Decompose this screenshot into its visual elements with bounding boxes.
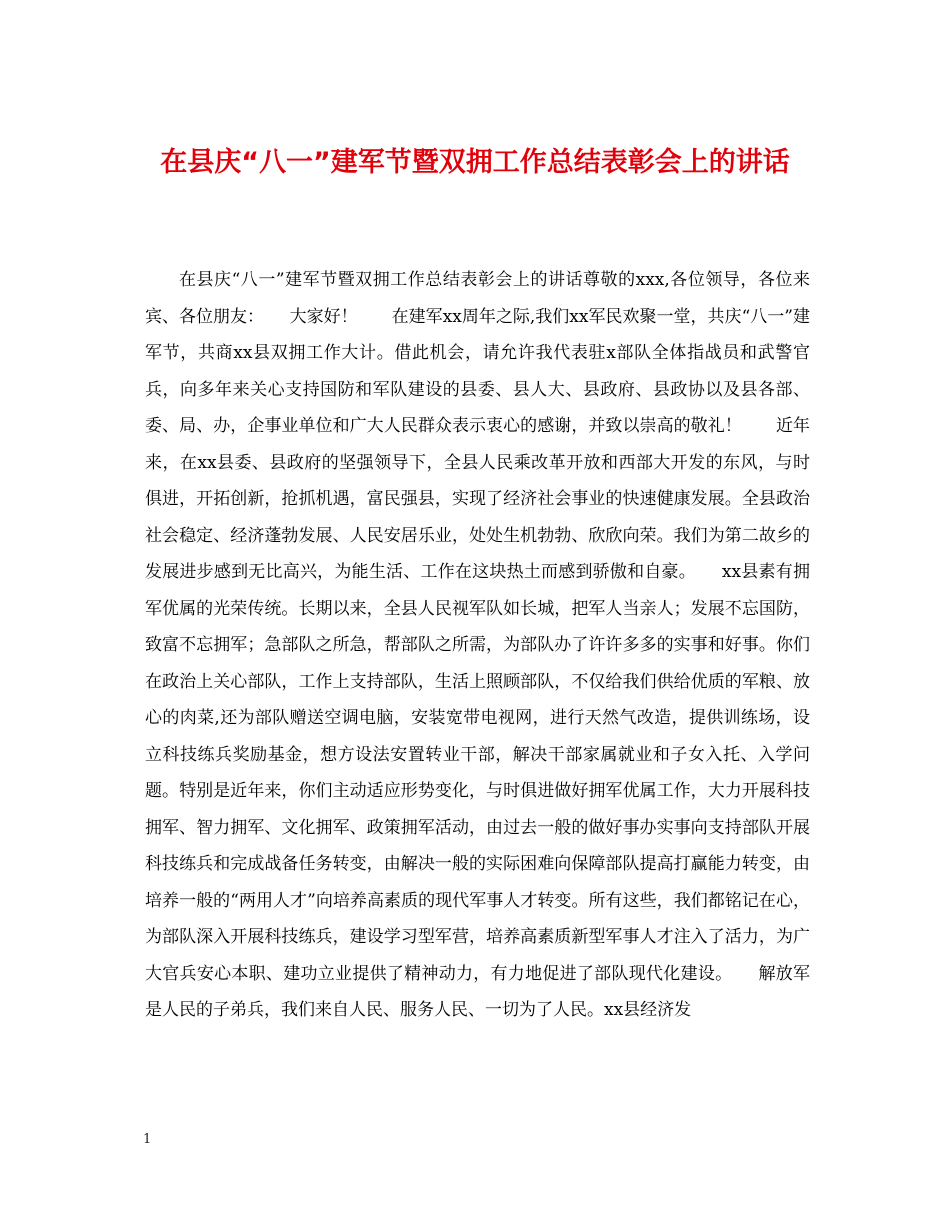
document-body-paragraph: 在县庆“八一”建军节暨双拥工作总结表彰会上的讲话尊敬的xxx,各位领导，各位来宾、各位朋友： 大家好！ 在建军xx周年之际,我们xx军民欢聚一堂，共庆“八一”建军节，共商xx县双拥工作大计。借此机会，请允许我代表驻x部队全体指战员和武警官兵，向多年来关心支持国防和军队建设的县委、县人大、县政府、县政协以及县各部、委、局、办，企事业单位和广大人民群众表示衷心的感谢，并致以崇高的敬礼！ 近年来，在xx县委、县政府的坚强领导下，全县人民乘改革开放和西部大开发的东风，与时俱进，开拓创新，抢抓机遇，富民强县，实现了经济社会事业的快速健康发展。全县政治社会稳定、经济蓬勃发展、人民安居乐业，处处生机勃勃、欣欣向荣。我们为第二故乡的发展进步感到无比高兴，为能生活、工作在这块热土而感到骄傲和自豪。 xx县素有拥军优属的光荣传统。长期以来，全县人民视军队如长城，把军人当亲人；发展不忘国防，致富不忘拥军；急部队之所急，帮部队之所需，为部队办了许许多多的实事和好事。你们在政治上关心部队，工作上支持部队，生活上照顾部队，不仅给我们供给优质的军粮、放心的肉菜,还为部队赠送空调电脑，安装宽带电视网，进行天然气改造，提供训练场，设立科技练兵奖励基金，想方设法安置转业干部，解决干部家属就业和子女入托、入学问题。特别是近年来，你们主动适应形势变化，与时俱进做好拥军优属工作，大力开展科技拥军、智力拥军、文化拥军、政策拥军活动，由过去一般的做好事办实事向支持部队开展科技练兵和完成战备任务转变，由解决一般的实际困难向保障部队提高打赢能力转变，由培养一般的“两用人才”向培养高素质的现代军事人才转变。所有这些，我们都铭记在心，为部队深入开展科技练兵，建设学习型军营，培养高素质新型军事人才注入了活力，为广大官兵安心本职、建功立业提供了精神动力，有力地促进了部队现代化建设。 解放军是人民的子弟兵，我们来自人民、服务人民、一切为了人民。xx县经济发: [145, 270, 810, 1020]
page-number: 1: [143, 1132, 152, 1147]
document-title: 在县庆“八一”建军节暨双拥工作总结表彰会上的讲话: [160, 147, 790, 178]
